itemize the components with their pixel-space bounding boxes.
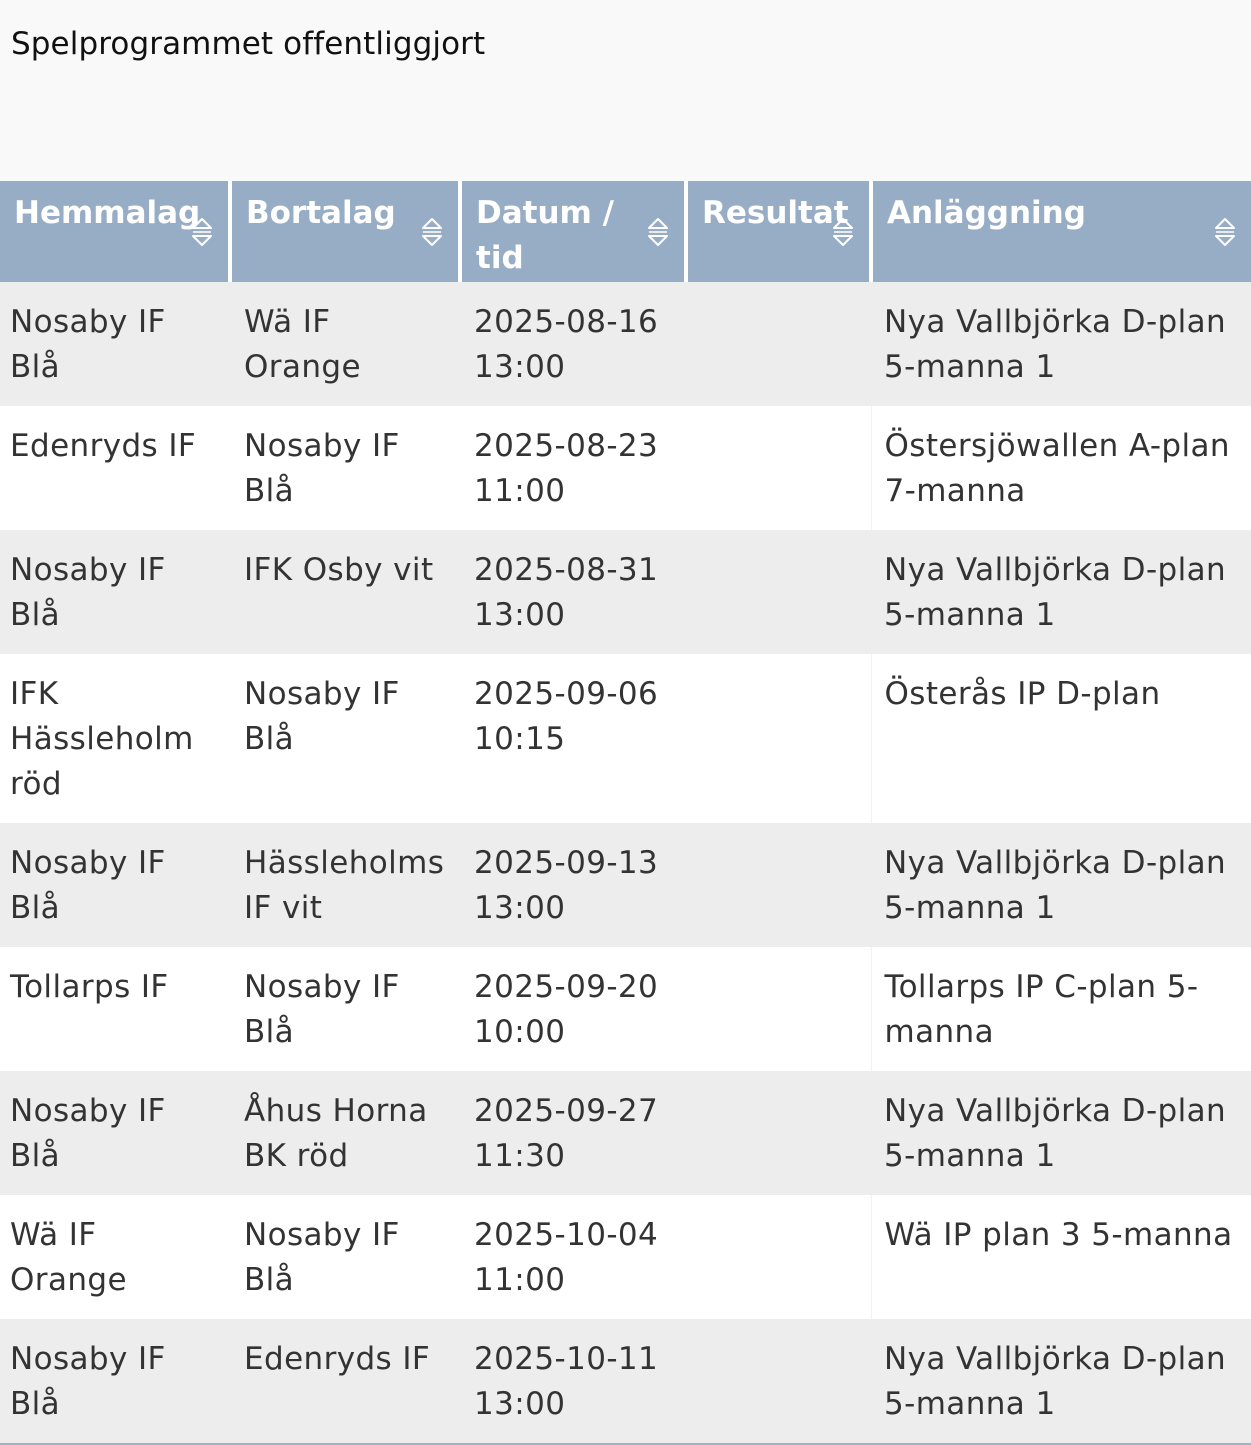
result-cell xyxy=(686,654,871,823)
match-time: 10:00 xyxy=(474,1014,566,1050)
match-time: 13:00 xyxy=(474,890,566,926)
table-row xyxy=(0,947,1251,1071)
match-time: 10:15 xyxy=(474,721,566,757)
match-date: 2025-08-23 xyxy=(474,428,659,464)
datetime-cell xyxy=(460,406,686,530)
home-team-cell xyxy=(0,406,230,530)
venue-cell xyxy=(871,1195,1251,1319)
home-team: Tollarps IF xyxy=(10,969,169,1005)
home-team-cell xyxy=(0,1319,230,1444)
column-header-result-label: Resultat xyxy=(702,195,849,231)
sort-updown-icon[interactable] xyxy=(831,217,855,247)
away-team: Nosaby IF Blå xyxy=(244,428,400,509)
column-header-datetime-label: Datum / tid xyxy=(476,195,614,276)
table-header xyxy=(0,181,1251,282)
table-row xyxy=(0,530,1251,654)
column-header-venue[interactable] xyxy=(871,181,1251,282)
match-schedule-table xyxy=(0,181,1251,1445)
result-cell xyxy=(686,1195,871,1319)
venue-cell xyxy=(871,654,1251,823)
column-header-away-label: Bortalag xyxy=(246,195,396,231)
away-team-cell xyxy=(230,282,460,406)
venue: Östersjöwallen A-plan 7-manna xyxy=(884,428,1230,509)
home-team-cell xyxy=(0,530,230,654)
venue: Nya Vallbjörka D-plan 5-manna 1 xyxy=(884,304,1227,385)
match-time: 11:00 xyxy=(474,473,566,509)
match-date: 2025-08-31 xyxy=(474,552,659,588)
away-team: Edenryds IF xyxy=(244,1341,431,1377)
column-header-home-label: Hemmalag xyxy=(14,195,201,231)
match-date: 2025-08-16 xyxy=(474,304,659,340)
home-team-cell xyxy=(0,282,230,406)
away-team: Nosaby IF Blå xyxy=(244,676,400,757)
datetime-cell xyxy=(460,1195,686,1319)
table-row xyxy=(0,406,1251,530)
home-team-cell xyxy=(0,947,230,1071)
table-row xyxy=(0,1071,1251,1195)
column-header-away[interactable] xyxy=(230,181,460,282)
home-team: Nosaby IF Blå xyxy=(10,845,166,926)
venue: Nya Vallbjörka D-plan 5-manna 1 xyxy=(884,845,1227,926)
venue: Wä IP plan 3 5-manna xyxy=(884,1217,1233,1253)
sort-updown-icon[interactable] xyxy=(646,217,670,247)
match-date: 2025-10-04 xyxy=(474,1217,659,1253)
datetime-cell xyxy=(460,282,686,406)
home-team: Wä IF Orange xyxy=(10,1217,127,1298)
venue-cell xyxy=(871,823,1251,947)
table-row xyxy=(0,654,1251,823)
datetime-cell xyxy=(460,947,686,1071)
venue-cell xyxy=(871,947,1251,1071)
home-team-cell xyxy=(0,654,230,823)
venue: Österås IP D-plan xyxy=(884,676,1161,712)
venue: Nya Vallbjörka D-plan 5-manna 1 xyxy=(884,1341,1227,1422)
table-row xyxy=(0,1319,1251,1444)
table-row xyxy=(0,282,1251,406)
match-time: 11:30 xyxy=(474,1138,566,1174)
table-row xyxy=(0,823,1251,947)
result-cell xyxy=(686,1071,871,1195)
match-date: 2025-09-13 xyxy=(474,845,659,881)
column-header-result[interactable] xyxy=(686,181,871,282)
match-date: 2025-09-06 xyxy=(474,676,659,712)
home-team-cell xyxy=(0,1195,230,1319)
column-header-datetime[interactable] xyxy=(460,181,686,282)
away-team: IFK Osby vit xyxy=(244,552,434,588)
sort-updown-icon[interactable] xyxy=(1213,217,1237,247)
away-team-cell xyxy=(230,1195,460,1319)
venue-cell xyxy=(871,1319,1251,1444)
home-team: Nosaby IF Blå xyxy=(10,1341,166,1422)
result-cell xyxy=(686,947,871,1071)
home-team-cell xyxy=(0,1071,230,1195)
venue-cell xyxy=(871,282,1251,406)
match-date: 2025-09-20 xyxy=(474,969,659,1005)
away-team: Wä IF Orange xyxy=(244,304,361,385)
result-cell xyxy=(686,406,871,530)
match-date: 2025-10-11 xyxy=(474,1341,659,1377)
table-row xyxy=(0,1195,1251,1319)
away-team: Åhus Horna BK röd xyxy=(244,1093,428,1174)
venue: Nya Vallbjörka D-plan 5-manna 1 xyxy=(884,552,1227,633)
datetime-cell xyxy=(460,530,686,654)
sort-updown-icon[interactable] xyxy=(190,217,214,247)
venue-cell xyxy=(871,406,1251,530)
match-time: 11:00 xyxy=(474,1262,566,1298)
venue-cell xyxy=(871,1071,1251,1195)
table-body xyxy=(0,282,1251,1444)
column-header-venue-label: Anläggning xyxy=(887,195,1086,231)
away-team: Nosaby IF Blå xyxy=(244,1217,400,1298)
venue: Tollarps IP C-plan 5-manna xyxy=(884,969,1199,1050)
home-team: Nosaby IF Blå xyxy=(10,552,166,633)
datetime-cell xyxy=(460,1071,686,1195)
match-date: 2025-09-27 xyxy=(474,1093,659,1129)
sort-updown-icon[interactable] xyxy=(420,217,444,247)
away-team-cell xyxy=(230,1319,460,1444)
datetime-cell xyxy=(460,654,686,823)
away-team-cell xyxy=(230,823,460,947)
match-time: 13:00 xyxy=(474,1386,566,1422)
away-team: Nosaby IF Blå xyxy=(244,969,400,1050)
result-cell xyxy=(686,1319,871,1444)
home-team-cell xyxy=(0,823,230,947)
match-time: 13:00 xyxy=(474,349,566,385)
match-time: 13:00 xyxy=(474,597,566,633)
datetime-cell xyxy=(460,1319,686,1444)
home-team: Edenryds IF xyxy=(10,428,197,464)
away-team-cell xyxy=(230,406,460,530)
result-cell xyxy=(686,823,871,947)
result-cell xyxy=(686,530,871,654)
home-team: Nosaby IF Blå xyxy=(10,1093,166,1174)
away-team-cell xyxy=(230,654,460,823)
home-team: IFK Hässleholm röd xyxy=(10,676,194,802)
header-row xyxy=(0,181,1251,282)
away-team-cell xyxy=(230,947,460,1071)
venue-cell xyxy=(871,530,1251,654)
away-team-cell xyxy=(230,1071,460,1195)
status-notice: Spelprogrammet offentliggjort xyxy=(11,26,486,62)
venue: Nya Vallbjörka D-plan 5-manna 1 xyxy=(884,1093,1227,1174)
result-cell xyxy=(686,282,871,406)
away-team-cell xyxy=(230,530,460,654)
home-team: Nosaby IF Blå xyxy=(10,304,166,385)
away-team: Hässleholms IF vit xyxy=(244,845,445,926)
datetime-cell xyxy=(460,823,686,947)
column-header-home[interactable] xyxy=(0,181,230,282)
